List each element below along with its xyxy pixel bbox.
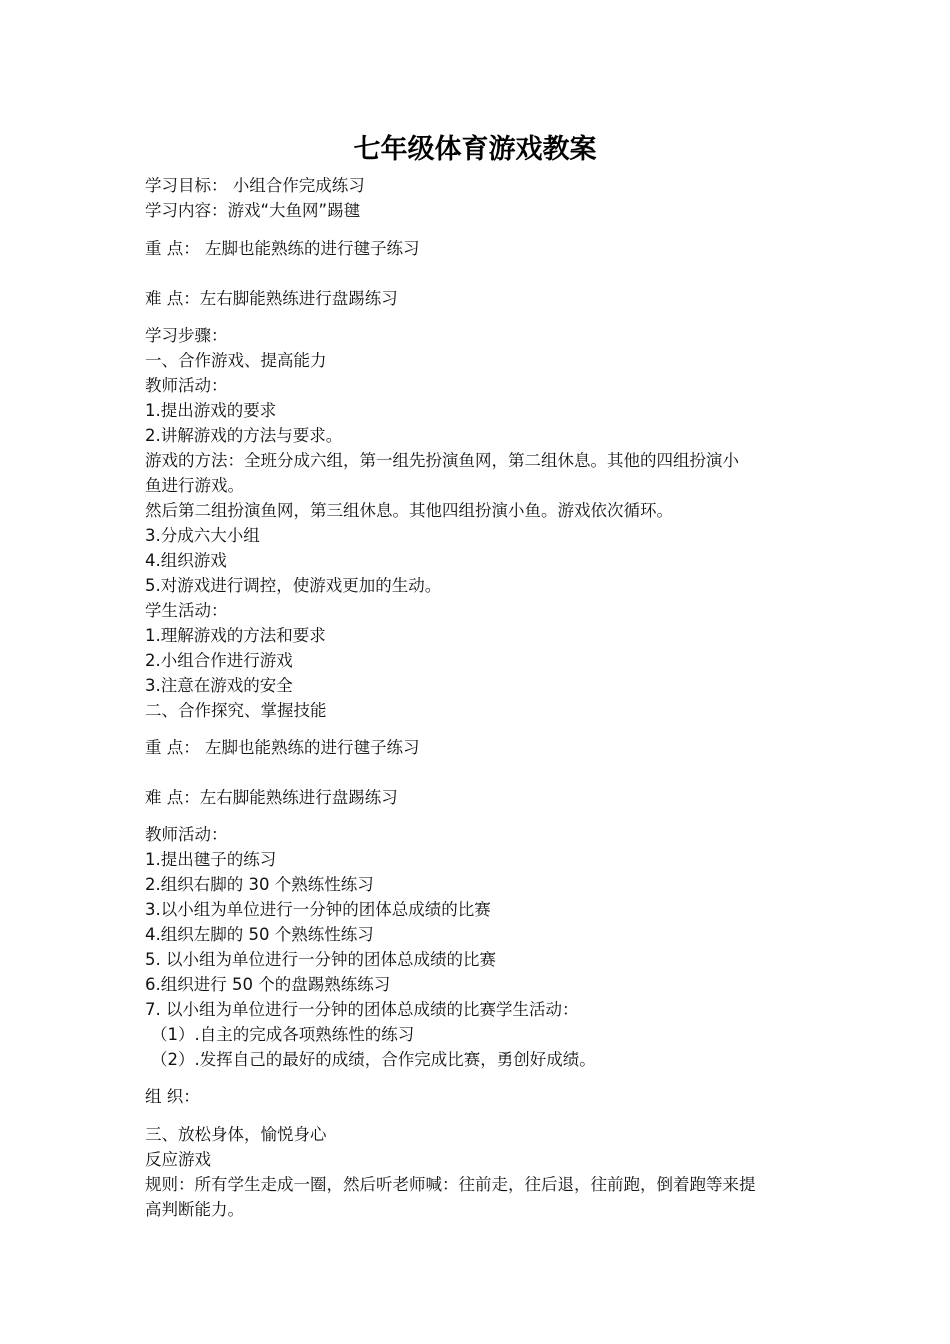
difficulty-line: 难 点：左右脚能熟练进行盘踢练习 (145, 289, 398, 308)
sub-list-item: （1）.自主的完成各项熟练性的练习 (151, 1025, 415, 1044)
sub-list-item: （2）.发挥自己的最好的成绩，合作完成比赛，勇创好成绩。 (151, 1050, 596, 1069)
student-activity-heading: 学生活动： (145, 601, 228, 620)
list-item: 4.组织左脚的 50 个熟练性练习 (145, 925, 374, 944)
list-item: 3.以小组为单位进行一分钟的团体总成绩的比赛 (145, 900, 491, 919)
steps-heading: 学习步骤： (145, 326, 228, 345)
rules-line-cont: 高判断能力。 (145, 1200, 244, 1219)
list-item: 1.理解游戏的方法和要求 (145, 626, 326, 645)
list-item: 3.分成六大小组 (145, 526, 260, 545)
list-item: 2.讲解游戏的方法与要求。 (145, 426, 343, 445)
organization-line: 组 织： (145, 1087, 200, 1106)
section-three-heading: 三、放松身体，愉悦身心 (145, 1125, 327, 1144)
list-item: 5.对游戏进行调控，使游戏更加的生动。 (145, 576, 442, 595)
game-method-line-cont: 鱼进行游戏。 (145, 476, 244, 495)
list-item: 2.组织右脚的 30 个熟练性练习 (145, 875, 374, 894)
list-item: 4.组织游戏 (145, 551, 227, 570)
game-method-line: 游戏的方法：全班分成六组，第一组先扮演鱼网，第二组休息。其他的四组扮演小 (145, 451, 739, 470)
rules-line: 规则：所有学生走成一圈，然后听老师喊：往前走，往后退，往前跑，倒着跑等来提 (145, 1175, 756, 1194)
list-item: 2.小组合作进行游戏 (145, 651, 293, 670)
learning-content-line: 学习内容：游戏“大鱼网”踢毽 (145, 201, 361, 220)
document-title: 七年级体育游戏教案 (353, 134, 597, 165)
section-two-heading: 二、合作探究、掌握技能 (145, 701, 327, 720)
key-point-line: 重 点： 左脚也能熟练的进行毽子练习 (145, 738, 420, 757)
list-item: 5. 以小组为单位进行一分钟的团体总成绩的比赛 (145, 950, 496, 969)
list-item: 1.提出毽子的练习 (145, 850, 277, 869)
section-one-heading: 一、合作游戏、提高能力 (145, 351, 327, 370)
teacher-activity-heading: 教师活动： (145, 376, 228, 395)
game-rotation-line: 然后第二组扮演鱼网，第三组休息。其他四组扮演小鱼。游戏依次循环。 (145, 501, 673, 520)
list-item: 7. 以小组为单位进行一分钟的团体总成绩的比赛学生活动： (145, 1000, 579, 1019)
teacher-activity-heading: 教师活动： (145, 825, 228, 844)
key-point-line: 重 点： 左脚也能熟练的进行毽子练习 (145, 239, 420, 258)
reaction-game-heading: 反应游戏 (145, 1150, 211, 1169)
list-item: 1.提出游戏的要求 (145, 401, 277, 420)
learning-goal-line: 学习目标： 小组合作完成练习 (145, 176, 365, 195)
list-item: 6.组织进行 50 个的盘踢熟练练习 (145, 975, 391, 994)
difficulty-line: 难 点：左右脚能熟练进行盘踢练习 (145, 788, 398, 807)
list-item: 3.注意在游戏的安全 (145, 676, 293, 695)
